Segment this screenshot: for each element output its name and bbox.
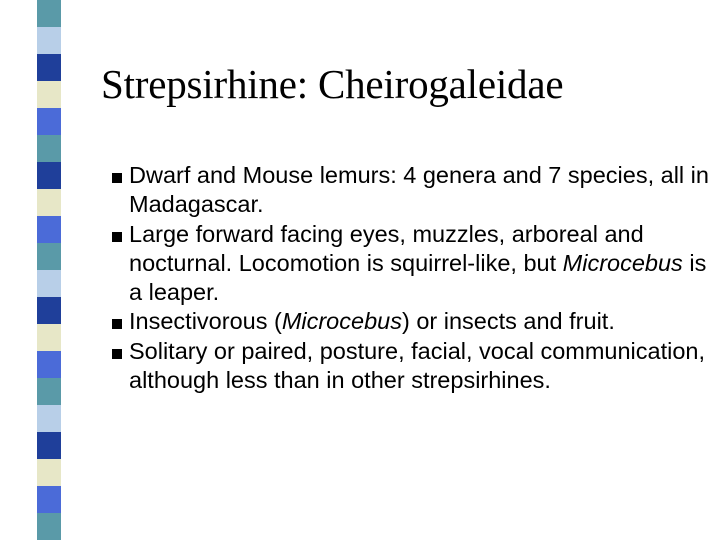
stripe-block (37, 0, 61, 27)
slide-title: Strepsirhine: Cheirogaleidae (101, 61, 564, 107)
decorative-stripe (0, 0, 62, 540)
stripe-block (37, 459, 61, 486)
square-bullet-icon (112, 232, 122, 242)
bullet-item (108, 220, 712, 308)
stripe-block (37, 189, 61, 216)
stripe-block (37, 270, 61, 297)
italic-text: Microcebus (562, 249, 683, 276)
stripe-block (37, 81, 61, 108)
stripe-block (37, 324, 61, 351)
bullet-text: is a leaper. (129, 249, 707, 306)
stripe-block (37, 297, 61, 324)
stripe-block (37, 378, 61, 405)
stripe-block (37, 162, 61, 189)
bullet-item (108, 337, 712, 396)
square-bullet-icon (112, 173, 122, 183)
stripe-block (37, 432, 61, 459)
stripe-block (37, 108, 61, 135)
bullet-item (108, 161, 712, 220)
square-bullet-icon (112, 319, 122, 329)
stripe-block (37, 351, 61, 378)
bullet-list (108, 161, 712, 395)
italic-text: Microcebus (281, 308, 402, 335)
bullet-text: ) or insects and fruit. (401, 308, 615, 335)
stripe-block (37, 216, 61, 243)
stripe-block (37, 486, 61, 513)
stripe-block (37, 54, 61, 81)
stripe-block (37, 513, 61, 540)
bullet-text: Insectivorous ( (129, 308, 282, 335)
bullet-text: Large forward facing eyes, muzzles, arboreal and nocturnal. Locomotion is squirrel-like, but (129, 220, 644, 276)
stripe-block (37, 27, 61, 54)
bullet-item (108, 307, 712, 336)
stripe-block (37, 405, 61, 432)
bullet-text: Dwarf and Mouse lemurs: 4 genera and 7 species, all in Madagascar. (129, 162, 709, 218)
square-bullet-icon (112, 349, 122, 359)
stripe-block (37, 243, 61, 270)
bullet-text: Solitary or paired, posture, facial, vocal communication, although less than in other strepsirhines. (129, 337, 706, 394)
stripe-block (37, 135, 61, 162)
